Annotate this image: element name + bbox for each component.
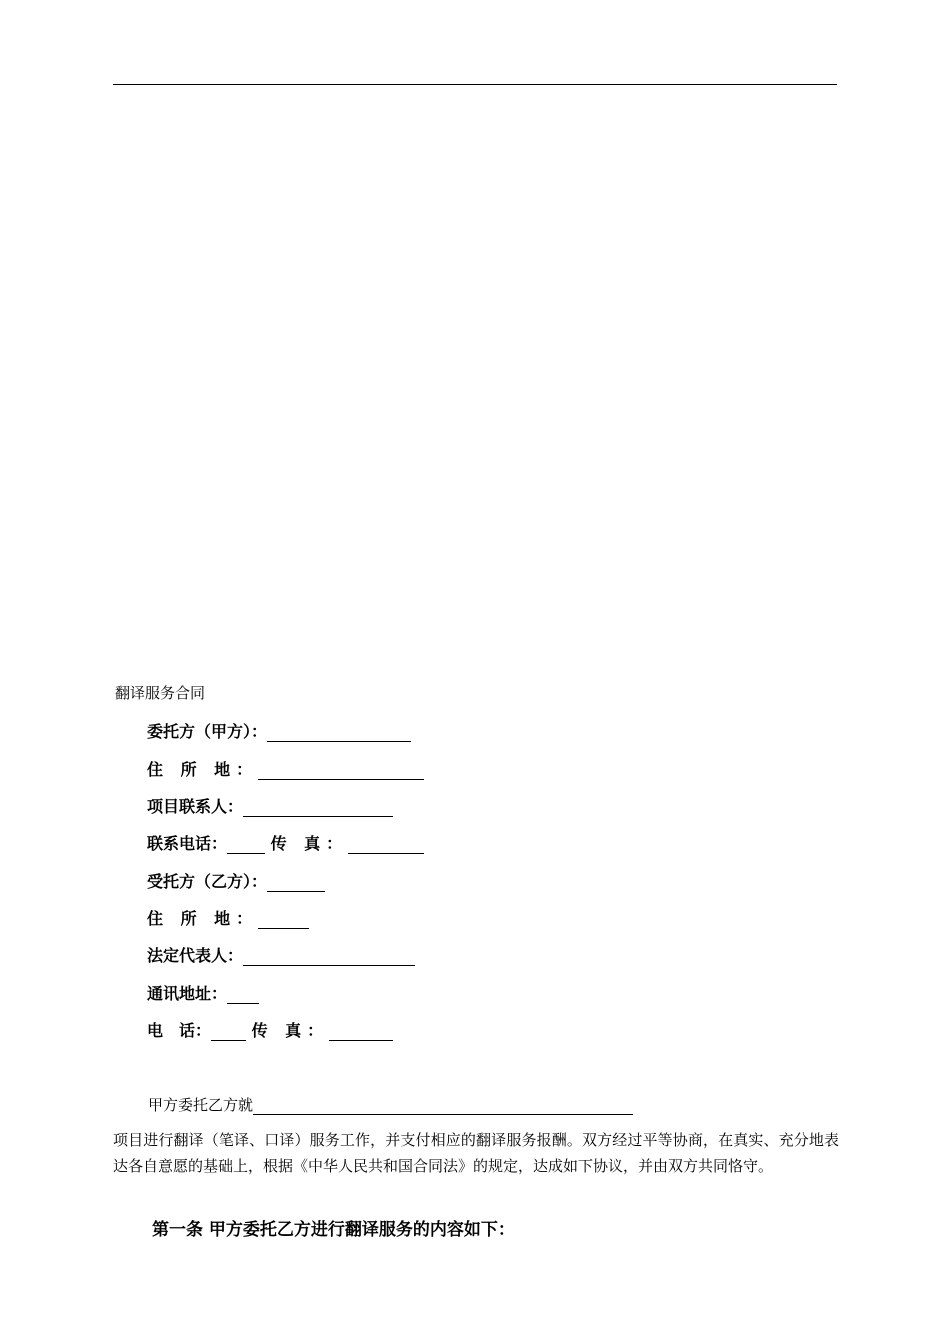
party-b-label: 受托方（乙方）： xyxy=(147,872,268,891)
legal-rep-label: 法定代表人： xyxy=(147,946,244,965)
document-title: 翻译服务合同 xyxy=(115,684,206,702)
address-a-field xyxy=(147,757,424,780)
address-a-label: 住 所 地： xyxy=(147,760,259,779)
intro-text: 甲方委托乙方就 xyxy=(148,1096,254,1114)
party-a-label: 委托方（甲方）： xyxy=(147,722,268,741)
legal-rep-blank[interactable] xyxy=(243,947,415,966)
address-b-field xyxy=(147,906,309,929)
party-a-blank[interactable] xyxy=(267,723,411,742)
body-paragraph: 项目进行翻译（笔译、口译）服务工作，并支付相应的翻译服务报酬。双方经过平等协商，在真实、充分地表达各自意愿的基础上，根据《中华人民共和国合同法》的规定，达成如下协议，并由双方共同恪守。 xyxy=(113,1131,839,1175)
party-a-field xyxy=(147,719,411,742)
mailing-address-blank[interactable] xyxy=(227,985,259,1004)
mailing-address-field xyxy=(147,981,259,1004)
phone-b-blank[interactable] xyxy=(211,1022,246,1041)
contact-phone-field xyxy=(147,831,424,854)
legal-rep-field xyxy=(147,943,415,966)
project-name-blank[interactable] xyxy=(253,1096,633,1115)
phone-b-field xyxy=(147,1018,393,1041)
header-rule xyxy=(113,84,837,85)
phone-b-label: 电 话： xyxy=(147,1021,212,1040)
fax-b-label: 传 真： xyxy=(251,1021,330,1040)
fax-b-blank[interactable] xyxy=(329,1022,393,1041)
contact-phone-label: 联系电话： xyxy=(147,834,228,853)
project-contact-blank[interactable] xyxy=(243,798,393,817)
party-b-field xyxy=(147,869,325,892)
intro-line xyxy=(148,1094,633,1115)
article-1-heading: 第一条 甲方委托乙方进行翻译服务的内容如下： xyxy=(152,1220,515,1240)
contact-phone-blank[interactable] xyxy=(227,835,265,854)
party-b-blank[interactable] xyxy=(267,873,325,892)
address-a-blank[interactable] xyxy=(258,761,424,780)
address-b-label: 住 所 地： xyxy=(147,909,259,928)
mailing-address-label: 通讯地址： xyxy=(147,984,228,1003)
fax-a-label: 传 真： xyxy=(270,834,349,853)
project-contact-field xyxy=(147,794,393,817)
address-b-blank[interactable] xyxy=(258,910,309,929)
fax-a-blank[interactable] xyxy=(348,835,424,854)
project-contact-label: 项目联系人： xyxy=(147,797,244,816)
